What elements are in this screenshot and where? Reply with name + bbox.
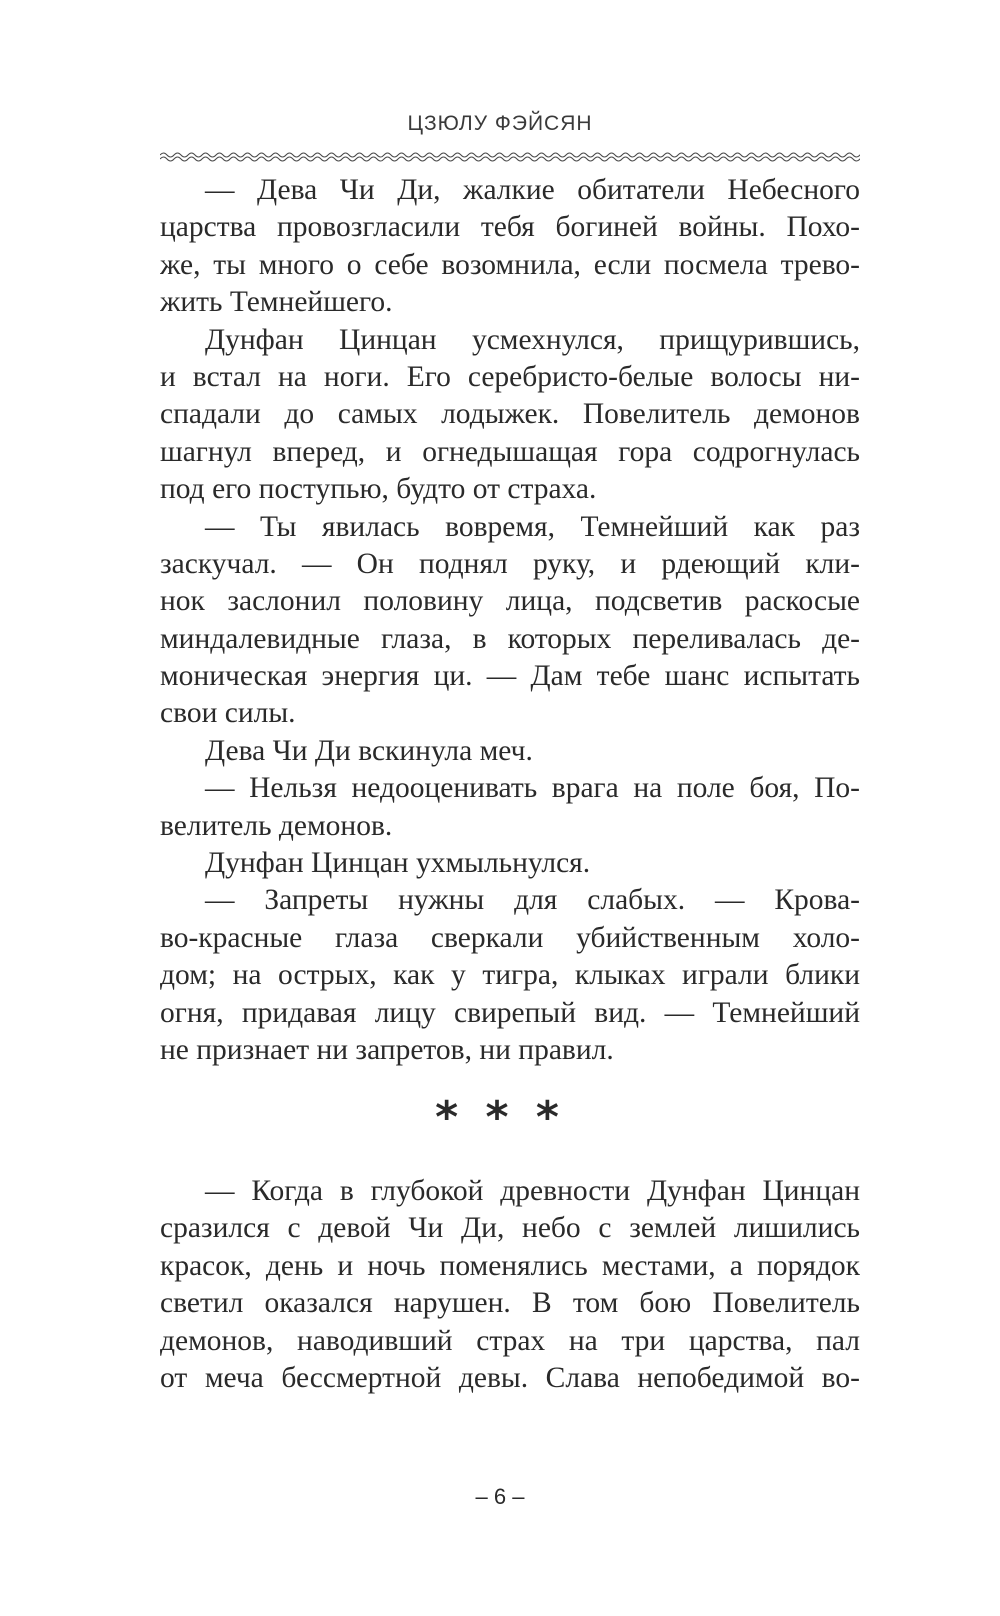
text-line: светил оказался нарушен. В том бою Повелитель — [160, 1287, 860, 1320]
text-line: под его поступью, будто от страха. — [160, 473, 597, 506]
page-number: – 6 – — [475, 1484, 525, 1509]
text-line: Дунфан Цинцан усмехнулся, прищурившись, — [205, 323, 860, 356]
text-line: свои силы. — [160, 697, 296, 730]
section-separator: * * * — [435, 1092, 565, 1143]
text-line: — Нельзя недооценивать врага на поле боя, По- — [205, 772, 860, 805]
text-line: жить Темнейшего. — [160, 286, 393, 319]
text-line: сразился с девой Чи Ди, небо с землей лишились — [160, 1212, 860, 1245]
wavy-line-bottom — [160, 157, 860, 161]
text-line: спадали до самых лодыжек. Повелитель демонов — [160, 398, 860, 431]
text-line: велитель демонов. — [160, 809, 393, 842]
text-line: и встал на ноги. Его серебристо-белые волосы ни- — [160, 360, 860, 393]
text-line: миндалевидные глаза, в которых переливалась де- — [160, 622, 860, 655]
text-line: демонов, наводивший страх на три царства, пал — [160, 1324, 860, 1357]
wavy-line-top — [160, 153, 860, 157]
wavy-divider — [160, 150, 860, 164]
text-line: заскучал. — Он поднял руку, и рдеющий кли- — [160, 547, 860, 580]
text-line: моническая энергия ци. — Дам тебе шанс испытать — [160, 660, 860, 693]
text-line: Дева Чи Ди вскинула меч. — [205, 734, 533, 767]
running-head: ЦЗЮЛУ ФЭЙСЯН — [407, 112, 593, 135]
text-line: Дунфан Цинцан ухмыльнулся. — [205, 847, 591, 880]
body-text-section-two — [160, 1173, 860, 1397]
text-line: во-красные глаза сверкали убийственным холо- — [160, 921, 860, 954]
text-line: от меча бессмертной девы. Слава непобедимой во- — [160, 1361, 860, 1394]
text-line: — Дева Чи Ди, жалкие обитатели Небесного — [205, 174, 860, 206]
text-line: не признает ни запретов, ни правил. — [160, 1033, 614, 1066]
text-line: красок, день и ночь поменялись местами, а порядок — [160, 1249, 860, 1282]
text-line: — Ты явилась вовремя, Темнейший как раз — [205, 510, 860, 543]
text-line: огня, придавая лицу свирепый вид. — Темнейший — [160, 996, 860, 1029]
text-line: царства провозгласили тебя богиней войны. Похо- — [160, 211, 860, 244]
text-line: — Когда в глубокой древности Дунфан Цинцан — [205, 1175, 860, 1207]
body-text-section-one — [160, 172, 860, 1069]
text-line: же, ты много о себе возомнила, если посмела трево- — [160, 248, 860, 281]
text-line: шагнул вперед, и огнедышащая гора содрогнулась — [160, 435, 860, 468]
text-line: дом; на острых, как у тигра, клыках играли блики — [160, 959, 860, 992]
text-line: нок заслонил половину лица, подсветив раскосые — [160, 585, 860, 618]
text-line: — Запреты нужны для слабых. — Крова- — [205, 884, 860, 917]
